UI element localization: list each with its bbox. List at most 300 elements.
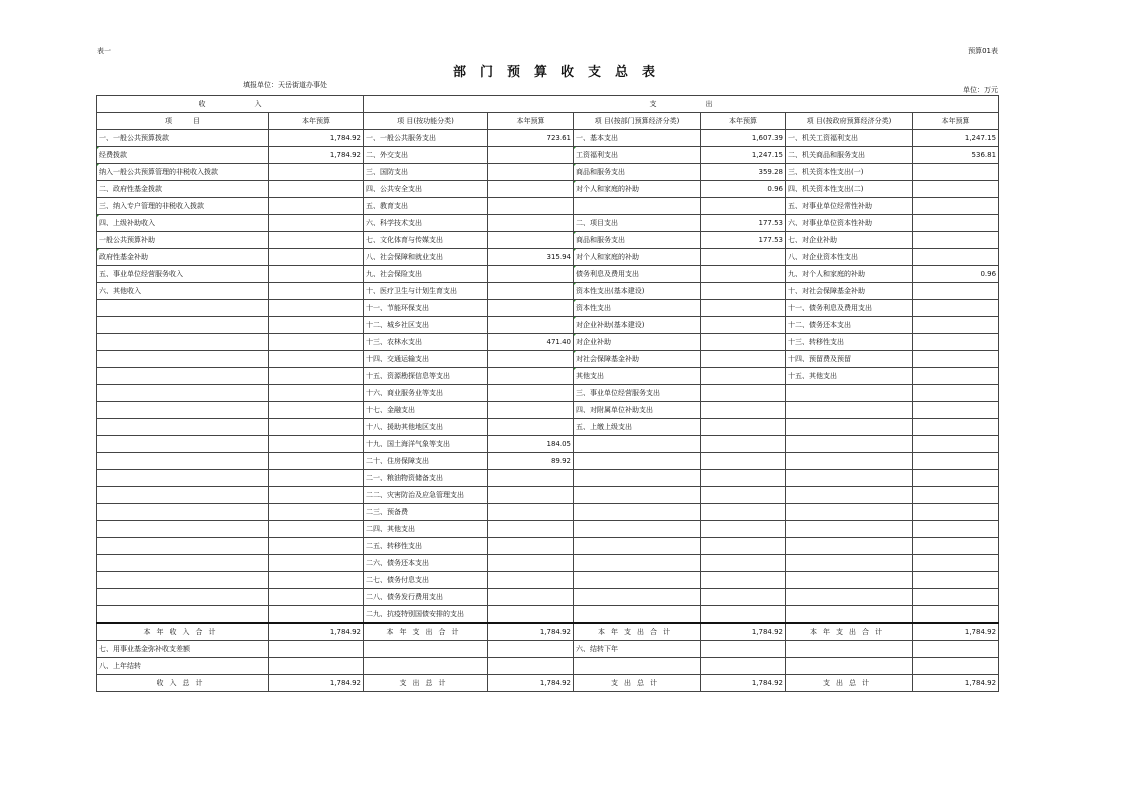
table-row — [97, 487, 999, 504]
budget-item-cell: 十六、商业服务业等支出 — [364, 385, 488, 402]
budget-amount-cell — [269, 419, 364, 436]
total-amount-cell: 1,784.92 — [269, 675, 364, 692]
column-header: 项 目 — [97, 113, 269, 130]
budget-amount-cell: 0.96 — [701, 181, 786, 198]
budget-amount-cell — [269, 266, 364, 283]
table-row — [97, 334, 999, 351]
budget-item-cell — [786, 538, 913, 555]
budget-item-cell: 十四、交通运输支出 — [364, 351, 488, 368]
budget-item-cell — [574, 487, 701, 504]
budget-item-cell: 二六、债务还本支出 — [364, 555, 488, 572]
budget-item-cell — [786, 453, 913, 470]
budget-amount-cell — [269, 215, 364, 232]
budget-item-cell: 资本性支出 — [574, 300, 701, 317]
budget-item-cell: 二四、其他支出 — [364, 521, 488, 538]
budget-item-cell — [97, 572, 269, 589]
budget-item-cell: 资本性支出(基本建设) — [574, 283, 701, 300]
budget-amount-cell — [488, 538, 574, 555]
budget-item-cell: 二三、预备费 — [364, 504, 488, 521]
budget-item-cell — [574, 521, 701, 538]
budget-amount-cell — [269, 589, 364, 606]
budget-item-cell: 七、对企业补助 — [786, 232, 913, 249]
column-header: 本年预算 — [488, 113, 574, 130]
budget-item-cell — [574, 436, 701, 453]
budget-amount-cell — [488, 232, 574, 249]
budget-amount-cell — [269, 538, 364, 555]
budget-amount-cell — [488, 164, 574, 181]
budget-item-cell: 五、上缴上级支出 — [574, 419, 701, 436]
budget-amount-cell — [488, 402, 574, 419]
total-amount-cell: 1,784.92 — [488, 623, 574, 641]
budget-item-cell: 二二、灾害防治及应急管理支出 — [364, 487, 488, 504]
total-amount-cell — [488, 641, 574, 658]
budget-item-cell — [97, 521, 269, 538]
budget-amount-cell — [488, 215, 574, 232]
budget-amount-cell: 471.40 — [488, 334, 574, 351]
budget-item-cell — [786, 589, 913, 606]
budget-item-cell: 四、机关资本性支出(二) — [786, 181, 913, 198]
column-header: 本年预算 — [701, 113, 786, 130]
budget-amount-cell — [913, 198, 999, 215]
budget-item-cell: 五、对事业单位经常性补助 — [786, 198, 913, 215]
table-row — [97, 521, 999, 538]
budget-amount-cell — [488, 487, 574, 504]
budget-amount-cell — [701, 487, 786, 504]
budget-amount-cell: 536.81 — [913, 147, 999, 164]
budget-amount-cell — [269, 283, 364, 300]
column-header: 本年预算 — [269, 113, 364, 130]
budget-item-cell — [97, 300, 269, 317]
budget-amount-cell — [269, 368, 364, 385]
budget-item-cell — [97, 487, 269, 504]
budget-item-cell: 二、政府性基金拨款 — [97, 181, 269, 198]
table-row — [97, 181, 999, 198]
total-label-cell: 本年支出合计 — [574, 623, 701, 641]
budget-item-cell — [786, 419, 913, 436]
total-label-cell: 收入总计 — [97, 675, 269, 692]
budget-amount-cell — [913, 232, 999, 249]
budget-item-cell: 七、文化体育与传媒支出 — [364, 232, 488, 249]
table-row — [97, 368, 999, 385]
budget-item-cell: 商品和服务支出 — [574, 232, 701, 249]
budget-amount-cell: 1,784.92 — [269, 130, 364, 147]
table-row — [97, 589, 999, 606]
budget-amount-cell — [269, 232, 364, 249]
budget-item-cell: 二九、抗疫特别国债安排的支出 — [364, 606, 488, 624]
budget-amount-cell — [701, 521, 786, 538]
column-header: 项 目(按政府预算经济分类) — [786, 113, 913, 130]
budget-item-cell: 十五、资源勘探信息等支出 — [364, 368, 488, 385]
budget-item-cell — [97, 317, 269, 334]
column-header: 项 目(按部门预算经济分类) — [574, 113, 701, 130]
budget-item-cell: 十七、金融支出 — [364, 402, 488, 419]
budget-item-cell — [786, 606, 913, 624]
budget-item-cell: 纳入一般公共预算管理的非税收入拨款 — [97, 164, 269, 181]
budget-summary-table — [96, 95, 999, 692]
totals-row — [97, 658, 999, 675]
budget-amount-cell — [269, 334, 364, 351]
budget-amount-cell — [701, 470, 786, 487]
budget-amount-cell — [913, 555, 999, 572]
budget-item-cell: 十八、援助其他地区支出 — [364, 419, 488, 436]
budget-amount-cell — [269, 351, 364, 368]
budget-amount-cell — [488, 283, 574, 300]
budget-amount-cell — [913, 487, 999, 504]
budget-amount-cell — [701, 266, 786, 283]
budget-amount-cell — [913, 606, 999, 624]
total-amount-cell: 1,784.92 — [701, 623, 786, 641]
budget-item-cell — [97, 470, 269, 487]
total-label-cell — [786, 658, 913, 675]
budget-item-cell — [97, 538, 269, 555]
totals-row — [97, 623, 999, 641]
budget-item-cell — [97, 368, 269, 385]
table-row — [97, 232, 999, 249]
table-row — [97, 266, 999, 283]
total-label-cell: 支出总计 — [786, 675, 913, 692]
budget-amount-cell — [488, 351, 574, 368]
budget-item-cell: 对社会保障基金补助 — [574, 351, 701, 368]
budget-item-cell: 十二、债务还本支出 — [786, 317, 913, 334]
budget-item-cell — [97, 555, 269, 572]
budget-amount-cell — [269, 317, 364, 334]
budget-item-cell — [786, 555, 913, 572]
budget-amount-cell — [269, 436, 364, 453]
budget-amount-cell — [701, 198, 786, 215]
budget-item-cell — [97, 436, 269, 453]
table-row — [97, 402, 999, 419]
budget-amount-cell — [913, 181, 999, 198]
budget-amount-cell — [269, 555, 364, 572]
total-label-cell: 七、用事业基金弥补收支差额 — [97, 641, 269, 658]
budget-item-cell: 商品和服务支出 — [574, 164, 701, 181]
budget-item-cell — [786, 436, 913, 453]
budget-amount-cell: 1,247.15 — [913, 130, 999, 147]
table-number: 表一 — [97, 47, 111, 55]
table-row — [97, 147, 999, 164]
budget-amount-cell — [269, 181, 364, 198]
total-label-cell — [364, 658, 488, 675]
table-row — [97, 555, 999, 572]
budget-amount-cell — [269, 453, 364, 470]
budget-amount-cell — [913, 300, 999, 317]
budget-amount-cell — [913, 402, 999, 419]
total-label-cell — [574, 658, 701, 675]
budget-item-cell: 一、基本支出 — [574, 130, 701, 147]
budget-item-cell: 十一、债务利息及费用支出 — [786, 300, 913, 317]
totals-row — [97, 675, 999, 692]
column-header: 本年预算 — [913, 113, 999, 130]
budget-amount-cell — [701, 555, 786, 572]
budget-amount-cell — [488, 385, 574, 402]
budget-item-cell: 二十、住房保障支出 — [364, 453, 488, 470]
budget-item-cell — [97, 351, 269, 368]
total-label-cell — [364, 641, 488, 658]
budget-amount-cell: 0.96 — [913, 266, 999, 283]
budget-item-cell — [574, 572, 701, 589]
budget-item-cell: 六、其他收入 — [97, 283, 269, 300]
budget-item-cell — [574, 470, 701, 487]
total-amount-cell: 1,784.92 — [913, 623, 999, 641]
table-row — [97, 504, 999, 521]
budget-amount-cell — [488, 198, 574, 215]
budget-item-cell: 十二、城乡社区支出 — [364, 317, 488, 334]
budget-amount-cell — [701, 249, 786, 266]
budget-amount-cell: 1,247.15 — [701, 147, 786, 164]
budget-amount-cell — [701, 589, 786, 606]
budget-amount-cell — [488, 470, 574, 487]
table-row — [97, 453, 999, 470]
table-row — [97, 351, 999, 368]
budget-amount-cell — [488, 317, 574, 334]
budget-item-cell — [97, 419, 269, 436]
table-row — [97, 436, 999, 453]
budget-item-cell: 二、外交支出 — [364, 147, 488, 164]
group-header-row — [97, 96, 999, 113]
budget-amount-cell — [701, 504, 786, 521]
budget-amount-cell: 359.28 — [701, 164, 786, 181]
budget-amount-cell — [488, 419, 574, 436]
budget-item-cell — [786, 385, 913, 402]
column-header-row — [97, 113, 999, 130]
budget-item-cell — [786, 402, 913, 419]
table-row — [97, 470, 999, 487]
budget-item-cell: 三、纳入专户管理的非税收入拨款 — [97, 198, 269, 215]
table-row — [97, 283, 999, 300]
income-group-header: 收 入 — [97, 96, 364, 113]
budget-item-cell: 五、事业单位经营服务收入 — [97, 266, 269, 283]
budget-item-cell — [97, 385, 269, 402]
table-row — [97, 300, 999, 317]
budget-amount-cell — [269, 198, 364, 215]
budget-item-cell: 经费拨款 — [97, 147, 269, 164]
budget-item-cell: 十、对社会保障基金补助 — [786, 283, 913, 300]
budget-item-cell: 五、教育支出 — [364, 198, 488, 215]
budget-amount-cell — [488, 555, 574, 572]
budget-amount-cell — [913, 215, 999, 232]
budget-item-cell: 一、一般公共预算拨款 — [97, 130, 269, 147]
budget-item-cell: 其他支出 — [574, 368, 701, 385]
budget-item-cell: 对企业补助 — [574, 334, 701, 351]
total-label-cell: 本年收入合计 — [97, 623, 269, 641]
budget-item-cell — [574, 606, 701, 624]
table-row — [97, 606, 999, 624]
table-row — [97, 572, 999, 589]
total-amount-cell: 1,784.92 — [701, 675, 786, 692]
budget-item-cell: 债务利息及费用支出 — [574, 266, 701, 283]
budget-item-cell: 六、科学技术支出 — [364, 215, 488, 232]
total-label-cell: 本年支出合计 — [786, 623, 913, 641]
budget-amount-cell: 1,784.92 — [269, 147, 364, 164]
currency-unit: 单位：万元 — [963, 86, 998, 94]
budget-amount-cell — [269, 164, 364, 181]
budget-amount-cell — [488, 504, 574, 521]
total-amount-cell — [269, 641, 364, 658]
budget-item-cell: 三、机关资本性支出(一) — [786, 164, 913, 181]
budget-amount-cell — [913, 572, 999, 589]
budget-amount-cell — [913, 504, 999, 521]
total-amount-cell — [701, 641, 786, 658]
budget-item-cell: 十五、其他支出 — [786, 368, 913, 385]
budget-amount-cell — [913, 521, 999, 538]
budget-amount-cell: 89.92 — [488, 453, 574, 470]
budget-amount-cell — [488, 266, 574, 283]
table-row — [97, 215, 999, 232]
budget-amount-cell — [701, 334, 786, 351]
budget-amount-cell — [913, 538, 999, 555]
budget-amount-cell — [913, 283, 999, 300]
budget-amount-cell — [701, 419, 786, 436]
budget-item-cell — [786, 504, 913, 521]
column-header: 项 目(按功能分类) — [364, 113, 488, 130]
budget-item-cell — [97, 402, 269, 419]
total-amount-cell — [269, 658, 364, 675]
total-label-cell: 本年支出合计 — [364, 623, 488, 641]
budget-amount-cell — [913, 368, 999, 385]
budget-amount-cell — [488, 521, 574, 538]
budget-amount-cell — [913, 436, 999, 453]
table-row — [97, 419, 999, 436]
budget-amount-cell — [913, 334, 999, 351]
budget-amount-cell — [269, 300, 364, 317]
budget-amount-cell — [913, 317, 999, 334]
budget-amount-cell — [701, 368, 786, 385]
budget-amount-cell — [701, 538, 786, 555]
budget-item-cell: 十九、国土海洋气象等支出 — [364, 436, 488, 453]
totals-row — [97, 641, 999, 658]
budget-amount-cell — [269, 470, 364, 487]
budget-item-cell: 十三、转移性支出 — [786, 334, 913, 351]
budget-item-cell — [574, 453, 701, 470]
budget-item-cell: 对个人和家庭的补助 — [574, 249, 701, 266]
budget-amount-cell — [701, 317, 786, 334]
total-amount-cell — [701, 658, 786, 675]
budget-item-cell: 对个人和家庭的补助 — [574, 181, 701, 198]
budget-item-cell: 十一、节能环保支出 — [364, 300, 488, 317]
budget-item-cell — [97, 606, 269, 624]
budget-item-cell: 二五、转移性支出 — [364, 538, 488, 555]
budget-item-cell: 九、对个人和家庭的补助 — [786, 266, 913, 283]
budget-item-cell: 一、机关工资福利支出 — [786, 130, 913, 147]
budget-amount-cell — [913, 249, 999, 266]
budget-amount-cell — [913, 419, 999, 436]
total-label-cell — [786, 641, 913, 658]
budget-item-cell: 二、机关商品和服务支出 — [786, 147, 913, 164]
budget-amount-cell — [269, 521, 364, 538]
budget-item-cell: 九、社会保险支出 — [364, 266, 488, 283]
budget-item-cell: 三、国防支出 — [364, 164, 488, 181]
budget-item-cell — [786, 487, 913, 504]
budget-item-cell: 二七、债务付息支出 — [364, 572, 488, 589]
total-amount-cell: 1,784.92 — [269, 623, 364, 641]
budget-amount-cell — [488, 606, 574, 624]
budget-amount-cell — [701, 402, 786, 419]
budget-amount-cell — [488, 147, 574, 164]
total-label-cell: 支出总计 — [574, 675, 701, 692]
table-row — [97, 249, 999, 266]
budget-item-cell: 十四、预留费及预留 — [786, 351, 913, 368]
budget-amount-cell — [269, 606, 364, 624]
budget-item-cell: 工资福利支出 — [574, 147, 701, 164]
budget-item-cell — [786, 470, 913, 487]
budget-amount-cell: 177.53 — [701, 215, 786, 232]
budget-item-cell: 三、事业单位经营服务支出 — [574, 385, 701, 402]
budget-amount-cell — [269, 385, 364, 402]
budget-item-cell — [786, 572, 913, 589]
budget-item-cell — [574, 504, 701, 521]
budget-amount-cell — [913, 589, 999, 606]
budget-amount-cell: 1,607.39 — [701, 130, 786, 147]
total-label-cell: 八、上年结转 — [97, 658, 269, 675]
budget-amount-cell — [701, 436, 786, 453]
table-row — [97, 317, 999, 334]
budget-item-cell: 四、对附属单位补助支出 — [574, 402, 701, 419]
budget-amount-cell: 184.05 — [488, 436, 574, 453]
budget-item-cell — [574, 538, 701, 555]
total-amount-cell — [913, 658, 999, 675]
budget-amount-cell — [913, 470, 999, 487]
budget-amount-cell — [488, 572, 574, 589]
budget-item-cell: 十三、农林水支出 — [364, 334, 488, 351]
budget-amount-cell: 723.61 — [488, 130, 574, 147]
total-label-cell: 六、结转下年 — [574, 641, 701, 658]
budget-item-cell — [97, 334, 269, 351]
budget-item-cell — [97, 504, 269, 521]
expense-group-header: 支 出 — [364, 96, 999, 113]
budget-amount-cell: 315.94 — [488, 249, 574, 266]
budget-amount-cell — [701, 300, 786, 317]
budget-amount-cell — [701, 351, 786, 368]
budget-item-cell: 一、一般公共服务支出 — [364, 130, 488, 147]
budget-item-cell — [97, 589, 269, 606]
table-row — [97, 538, 999, 555]
budget-item-cell: 四、上级补助收入 — [97, 215, 269, 232]
total-amount-cell — [488, 658, 574, 675]
total-label-cell: 支出总计 — [364, 675, 488, 692]
budget-item-cell — [574, 198, 701, 215]
budget-amount-cell — [701, 453, 786, 470]
table-row — [97, 385, 999, 402]
filling-unit: 填报单位：天岳街道办事处 — [243, 81, 327, 89]
budget-amount-cell — [701, 606, 786, 624]
budget-amount-cell — [269, 504, 364, 521]
budget-item-cell — [574, 589, 701, 606]
budget-amount-cell — [913, 385, 999, 402]
budget-item-cell: 政府性基金补助 — [97, 249, 269, 266]
budget-item-cell — [574, 555, 701, 572]
budget-amount-cell — [269, 249, 364, 266]
budget-amount-cell: 177.53 — [701, 232, 786, 249]
budget-amount-cell — [269, 572, 364, 589]
budget-item-cell — [97, 453, 269, 470]
budget-item-cell: 二、项目支出 — [574, 215, 701, 232]
table-row — [97, 130, 999, 147]
budget-amount-cell — [488, 181, 574, 198]
table-code: 预算01表 — [968, 47, 998, 55]
budget-amount-cell — [269, 487, 364, 504]
budget-amount-cell — [488, 300, 574, 317]
budget-amount-cell — [913, 453, 999, 470]
budget-item-cell — [786, 521, 913, 538]
budget-amount-cell — [488, 368, 574, 385]
budget-item-cell: 四、公共安全支出 — [364, 181, 488, 198]
budget-amount-cell — [701, 283, 786, 300]
budget-item-cell: 对企业补助(基本建设) — [574, 317, 701, 334]
total-amount-cell: 1,784.92 — [913, 675, 999, 692]
budget-amount-cell — [913, 164, 999, 181]
total-amount-cell — [913, 641, 999, 658]
budget-amount-cell — [269, 402, 364, 419]
